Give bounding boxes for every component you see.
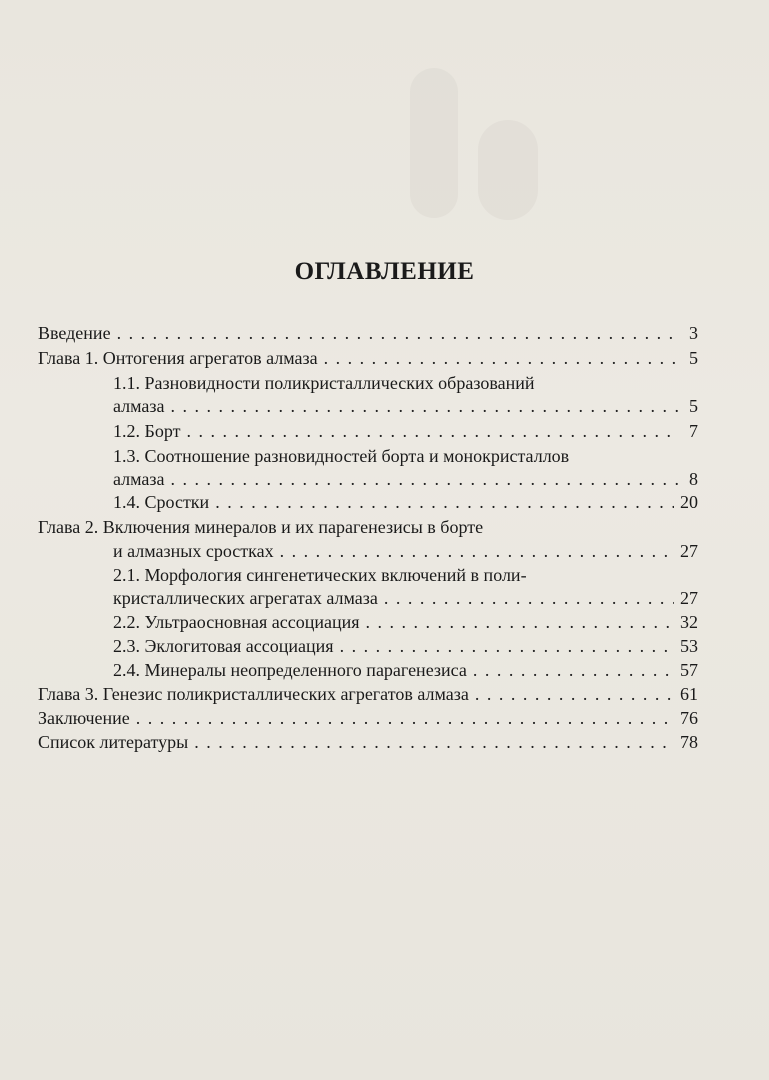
toc-entry-title: и алмазных сростках [113, 541, 274, 561]
show-through-shape-right [478, 120, 538, 220]
toc-entry-2-1-line-2 [113, 586, 698, 610]
toc-entry-references [38, 730, 698, 754]
toc-page-number: 32 [680, 612, 698, 632]
toc-entry-title: Глава 2. Включения минералов и их парагенезисы в борте [38, 517, 484, 537]
dot-leader [117, 321, 678, 345]
toc-entry-1-3-line-2 [113, 467, 698, 491]
toc-entry-title: Глава 3. Генезис поликристаллических агрегатов алмаза [38, 684, 469, 704]
toc-entry-2-1-line-1 [113, 563, 698, 587]
toc-entry-title: 1.1. Разновидности поликристаллических образований [113, 373, 535, 393]
toc-entry-title: 1.4. Сростки [113, 492, 210, 512]
dot-leader [215, 490, 674, 514]
dot-leader [473, 658, 674, 682]
dot-leader [384, 586, 674, 610]
toc-entry-conclusion [38, 706, 698, 730]
toc-entry-2-3 [113, 634, 698, 658]
toc-entry-title: 2.4. Минералы неопределенного парагенезиса [113, 660, 467, 680]
toc-page-number: 5 [689, 396, 698, 416]
toc-page-number: 53 [680, 636, 698, 656]
toc-page-number: 3 [689, 323, 698, 343]
dot-leader [186, 419, 678, 443]
toc-page-number: 27 [680, 588, 698, 608]
toc-entry-1-2 [113, 419, 698, 443]
dot-leader [194, 730, 674, 754]
dot-leader [366, 610, 674, 634]
toc-page-number: 57 [680, 660, 698, 680]
dot-leader [324, 346, 678, 370]
toc-page-number: 20 [680, 492, 698, 512]
toc-entry-1-4 [113, 490, 698, 514]
dot-leader [280, 539, 674, 563]
toc-entry-title: 2.1. Морфология сингенетических включений в поли- [113, 565, 527, 585]
toc-entry-2-2 [113, 610, 698, 634]
toc-page-number: 76 [680, 708, 698, 728]
toc-entry-1-1-line-2 [113, 394, 698, 418]
toc-entry-chapter-3 [38, 682, 698, 706]
page-title: ОГЛАВЛЕНИЕ [294, 258, 475, 285]
toc-page-number: 5 [689, 348, 698, 368]
toc-entry-title: кристаллических агрегатах алмаза [113, 588, 378, 608]
toc-page-number: 78 [680, 732, 698, 752]
toc-entry-title: Введение [38, 323, 111, 343]
toc-entry-chapter-2-line-1 [38, 515, 698, 539]
toc-page-number: 61 [680, 684, 698, 704]
toc-entry-title: алмаза [113, 396, 165, 416]
dot-leader [171, 394, 679, 418]
dot-leader [340, 634, 674, 658]
toc-page-number: 27 [680, 541, 698, 561]
toc-entry-title: 1.3. Соотношение разновидностей борта и монокристаллов [113, 446, 570, 466]
toc-page-number: 7 [689, 421, 698, 441]
toc-entry-1-3-line-1 [113, 444, 698, 468]
toc-entry-title: 2.3. Эклогитовая ассоциация [113, 636, 334, 656]
dot-leader [475, 682, 674, 706]
toc-entry-chapter-1 [38, 346, 698, 370]
show-through-shape-left [410, 68, 458, 218]
toc-entry-title: 1.2. Борт [113, 421, 181, 441]
toc-entry-title: 2.2. Ультраосновная ассоциация [113, 612, 360, 632]
toc-entry-title: Глава 1. Онтогения агрегатов алмаза [38, 348, 318, 368]
toc-entry-chapter-2-line-2 [113, 539, 698, 563]
dot-leader [136, 706, 674, 730]
dot-leader [171, 467, 679, 491]
toc-entry-introduction [38, 321, 698, 345]
toc-entry-title: Список литературы [38, 732, 189, 752]
toc-page-number: 8 [689, 469, 698, 489]
toc-entry-2-4 [113, 658, 698, 682]
toc-entry-1-1-line-1 [113, 371, 698, 395]
toc-entry-title: алмаза [113, 469, 165, 489]
toc-entry-title: Заключение [38, 708, 130, 728]
